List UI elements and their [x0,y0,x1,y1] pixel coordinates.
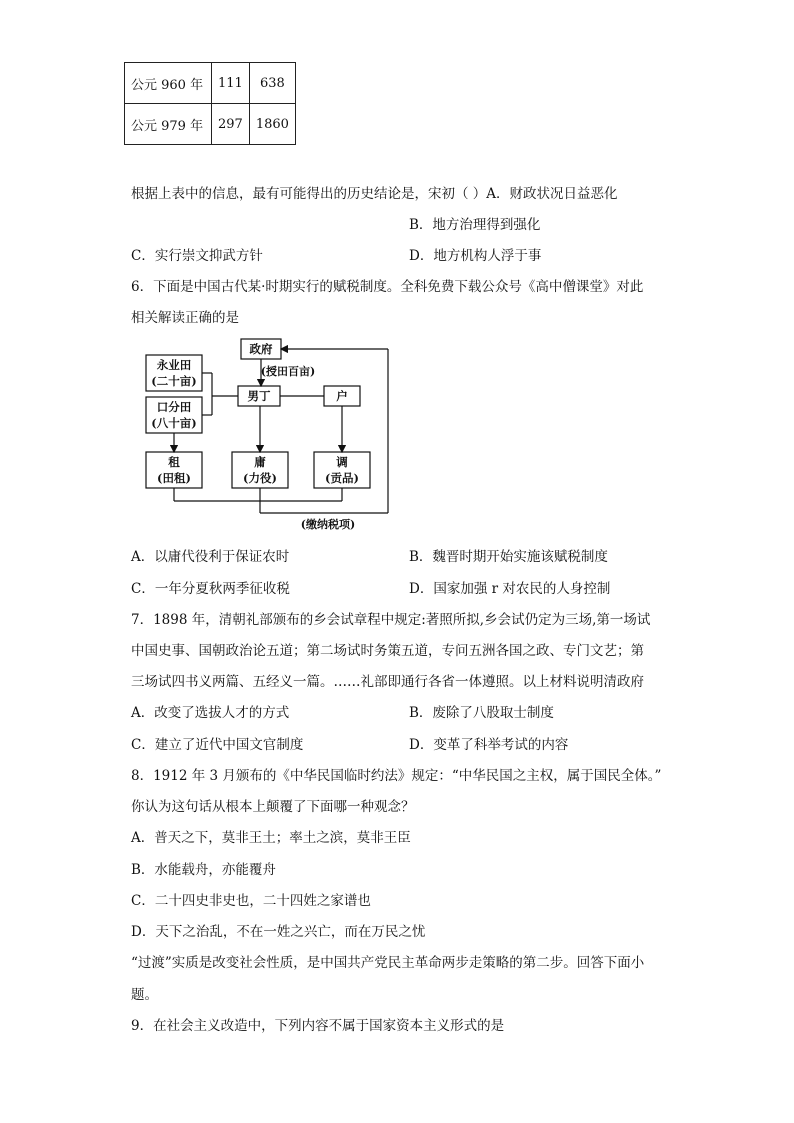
q9-stem-line1: 9．在社会主义改造中，下列内容不属于国家资本主义形式的是 [131,1018,505,1034]
intro-line2: 题。 [131,987,158,1003]
q7-stem-line2: 中国史事、国朝政治论五道；第二场试时务策五道，专问五洲各国之政、专门文艺；第 [131,643,644,659]
q8-option-d: D．天下之治乱，不在一姓之兴亡，而在万民之忧 [131,924,426,940]
table-cell: 公元 960 年 [125,63,212,104]
q6-option-b: B．魏晋时期开始实施该赋税制度 [409,549,608,565]
q5-stem: 根据上表中的信息，最有可能得出的历史结论是，宋初（ ）A．财政状况日益恶化 [131,186,618,202]
q7-option-d: D．变革了科举考试的内容 [409,737,569,753]
yongye-sub-label: (二十亩) [151,374,197,388]
intro-line1: “过渡”实质是改变社会性质，是中国共产党民主革命两步走策略的第二步。回答下面小 [131,955,645,971]
q8-option-b: B．水能载舟，亦能覆舟 [131,862,276,878]
zu-label: 租 [168,455,180,469]
pay-label: (缴纳税项) [300,518,356,531]
q6-option-c: C．一年分夏秋两季征收税 [131,581,290,597]
zu-sub-label: (田租) [157,471,191,485]
tax-system-diagram [138,335,398,535]
table-cell: 297 [212,104,250,145]
yong-label: 庸 [254,455,266,469]
table-cell: 公元 979 年 [125,104,212,145]
q5-option-d: D．地方机构人浮于事 [409,248,542,264]
q5-option-c: C．实行崇文抑武方针 [131,248,263,264]
grant-label: (授田百亩) [260,365,316,378]
table-cell: 638 [249,63,295,104]
koufen-label: 口分田 [156,400,192,414]
q7-option-a: A．改变了选拔人才的方式 [131,705,290,721]
yongye-label: 永业田 [156,358,192,372]
q8-stem-line1: 8．1912 年 3 月颁布的《中华民国临时约法》规定：“中华民国之主权，属于国民全体。” [131,768,662,784]
yong-sub-label: (力役) [243,471,277,485]
q7-option-c: C．建立了近代中国文官制度 [131,737,304,753]
table-row [125,104,296,145]
q8-option-a: A．普天之下，莫非王土；率土之滨，莫非王臣 [131,830,411,846]
q7-option-b: B．废除了八股取士制度 [409,705,554,721]
table-row [125,63,296,104]
diao-label: 调 [336,455,348,469]
diao-sub-label: (贡品) [325,471,359,485]
q5-option-b: B．地方治理得到强化 [409,217,541,233]
q6-option-d: D．国家加强 r 对农民的人身控制 [409,581,611,597]
q6-option-a: A．以庸代役利于保证农时 [131,549,290,565]
q8-option-c: C．二十四史非史也，二十四姓之家谱也 [131,893,371,909]
q7-stem-line3: 三场试四书义两篇、五经义一篇。……礼部即通行各省一体遵照。以上材料说明清政府 [131,674,644,690]
table-cell: 1860 [249,104,295,145]
hu-label: 户 [336,389,348,403]
nanding-label: 男丁 [247,389,271,403]
koufen-sub-label: (八十亩) [151,416,197,430]
q6-stem-line2: 相关解读正确的是 [131,310,239,326]
q8-stem-line2: 你认为这句话从根本上颠覆了下面哪一种观念？ [131,799,415,815]
q7-stem-line1: 7．1898 年，清朝礼部颁布的乡会试章程中规定:著照所拟,乡会试仍定为三场,第一场试 [131,612,651,628]
data-table [124,62,296,145]
gov-label: 政府 [249,342,273,356]
table-cell: 111 [212,63,250,104]
q6-stem-line1: 6．下面是中国古代某·时期实行的赋税制度。全科免费下载公众号《高中僧课堂》对此 [131,279,644,295]
